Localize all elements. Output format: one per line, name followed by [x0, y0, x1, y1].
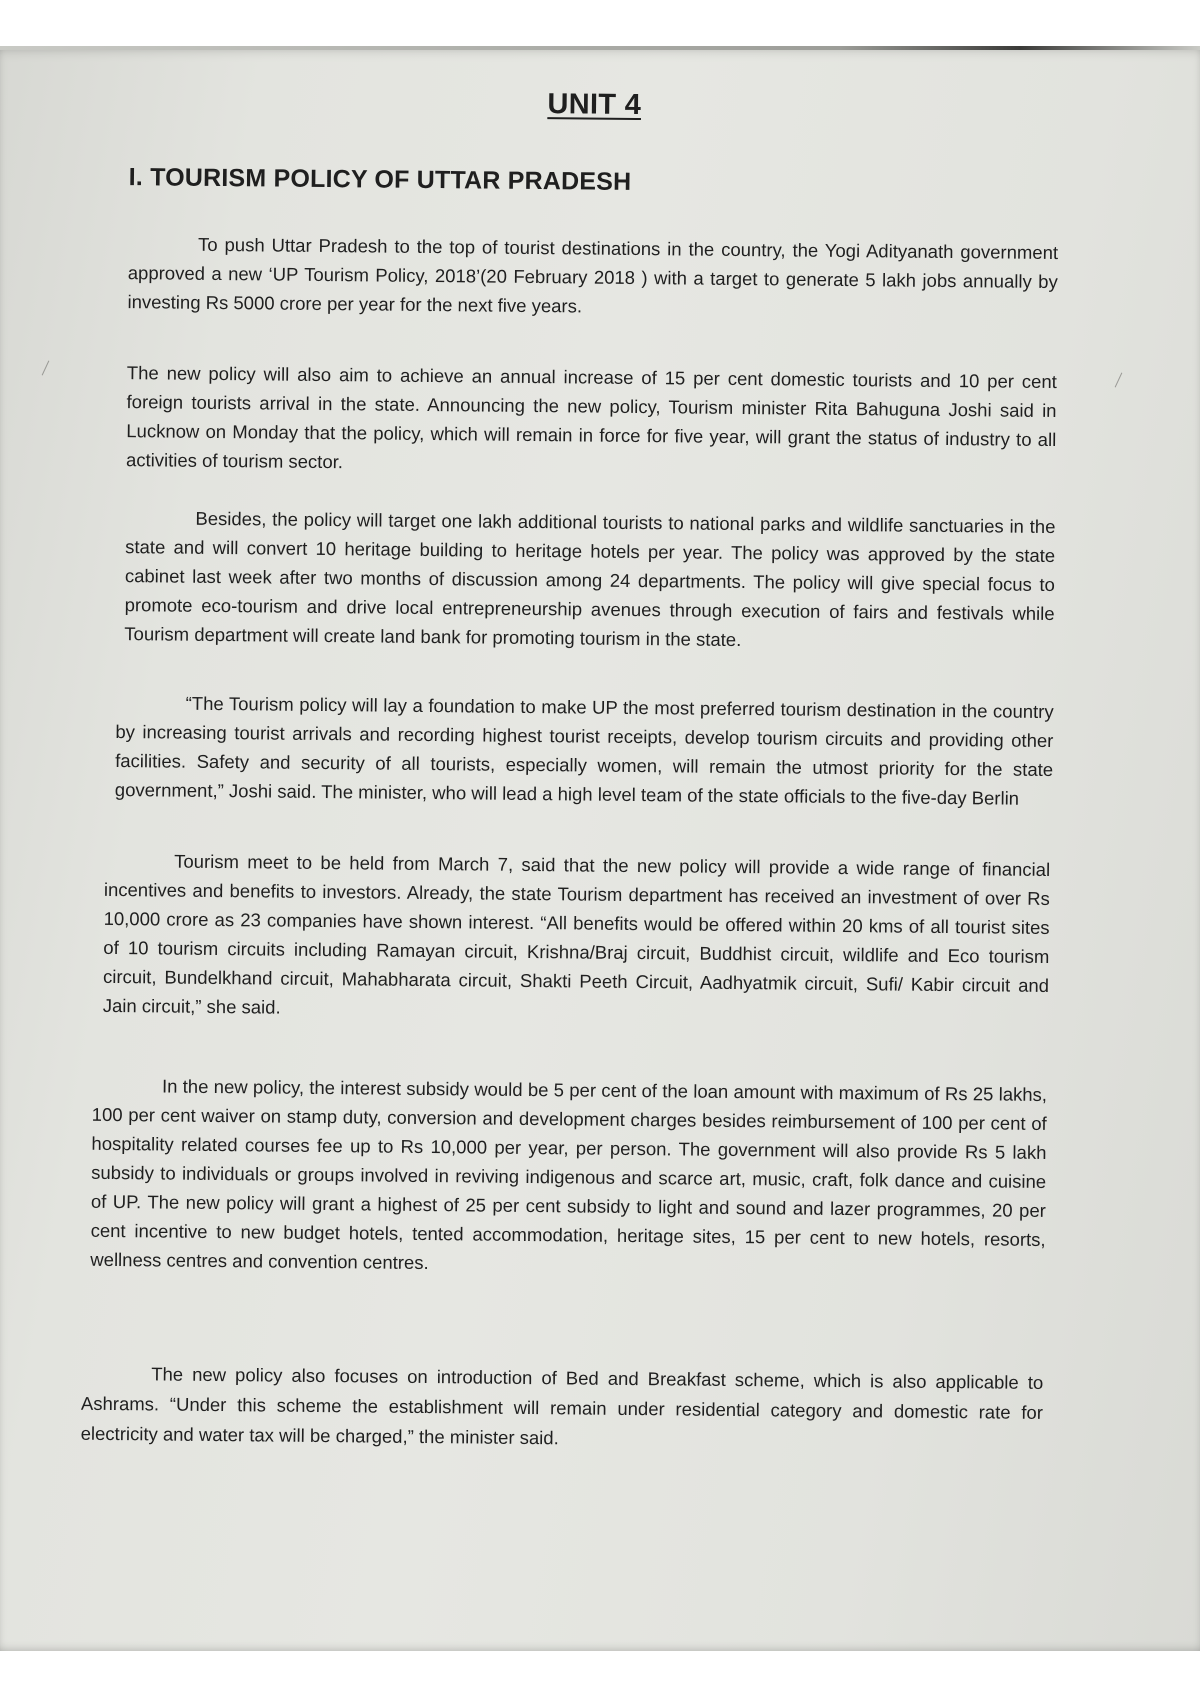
paragraph-targets: The new policy will also aim to achieve an annual increase of 15 per cent domestic tourists and 10 per cent foreign tourists arrival in the state. Announcing the new policy, Tourism minister Rita Bahuguna Joshi said in Lucknow on Monday that the policy, which will remain in force for five year, will grant the status of industry to all activities of tourism sector. — [125, 362, 1057, 473]
paragraph-bed-breakfast: The new policy also focuses on introduction of Bed and Breakfast scheme, which is also applicable to Ashrams. “Under this scheme the establishment will remain under residential category and domestic rate for electricity and water tax will be charged,” the minister said. — [80, 1363, 1044, 1449]
paragraph-subsidy: In the new policy, the interest subsidy would be 5 per cent of the loan amount with maximum of Rs 25 lakhs, 100 per cent waiver on stamp duty, conversion and development charges besides reimbursement of 100 per cent of hospitality related courses fee up to Rs 10,000 per year, per person. The government will also provide Rs 5 lakh subsidy to individuals or groups involved in reviving indigenous and scarce art, music, craft, folk dance and cuisine of UP. The new policy will grant a highest of 25 per cent subsidy to light and sound and lazer programmes, 20 per cent incentive to new budget hotels, tented accommodation, heritage sites, 15 per cent to new hotels, resorts, wellness centres and convention centres. — [90, 1075, 1048, 1274]
page-top-edge — [0, 46, 1200, 50]
pencil-mark-left — [42, 361, 50, 376]
section-heading: I. TOURISM POLICY OF UTTAR PRADESH — [128, 163, 632, 196]
paragraph-intro: To push Uttar Pradesh to the top of tourist destinations in the country, the Yogi Adityanath government approved a new ‘UP Tourism Policy, 2018’(20 February 2018 ) with a target to generate 5 lakh jobs annually by investing Rs 5000 crore per year for the next five years. — [127, 233, 1059, 317]
photographed-page — [0, 46, 1200, 1651]
paragraph-heritage: Besides, the policy will target one lakh additional tourists to national parks and wildlife sanctuaries in the state and will convert 10 heritage building to heritage hotels per year. The policy was approved by the state cabinet last week after two months of discussion among 24 departments. The policy will give special focus to promote eco-tourism and drive local entrepreneurship avenues through execution of fairs and festivals while Tourism department will create land bank for promoting tourism in the state. — [124, 507, 1056, 651]
paragraph-incentives: Tourism meet to be held from March 7, said that the new policy will provide a wide range of financial incentives and benefits to investors. Already, the state Tourism department has received an investment of over Rs 10,000 crore as 23 companies have shown interest. “All benefits would be offered within 20 kms of all tourist sites of 10 tourism circuits including Ramayan circuit, Krishna/Braj circuit, Buddhist circuit, wildlife and Eco tourism circuit, Bundelkhand circuit, Mahabharata circuit, Shakti Peeth Circuit, Aadhyatmik circuit, Sufi/ Kabir circuit and Jain circuit,” she said. — [102, 850, 1051, 1018]
paragraph-minister-quote: “The Tourism policy will lay a foundation to make UP the most preferred tourism destination in the country by increasing tourist arrivals and recording highest tourist receipts, develop tourism circuits and providing other facilities. Safety and security of all tourists, especially women, will remain the utmost priority for the state government,” Joshi said. The minister, who will lead a high level team of the state officials to the five-day Berlin — [114, 692, 1054, 809]
pencil-mark-right — [1115, 373, 1123, 388]
unit-title: UNIT 4 — [547, 88, 642, 122]
